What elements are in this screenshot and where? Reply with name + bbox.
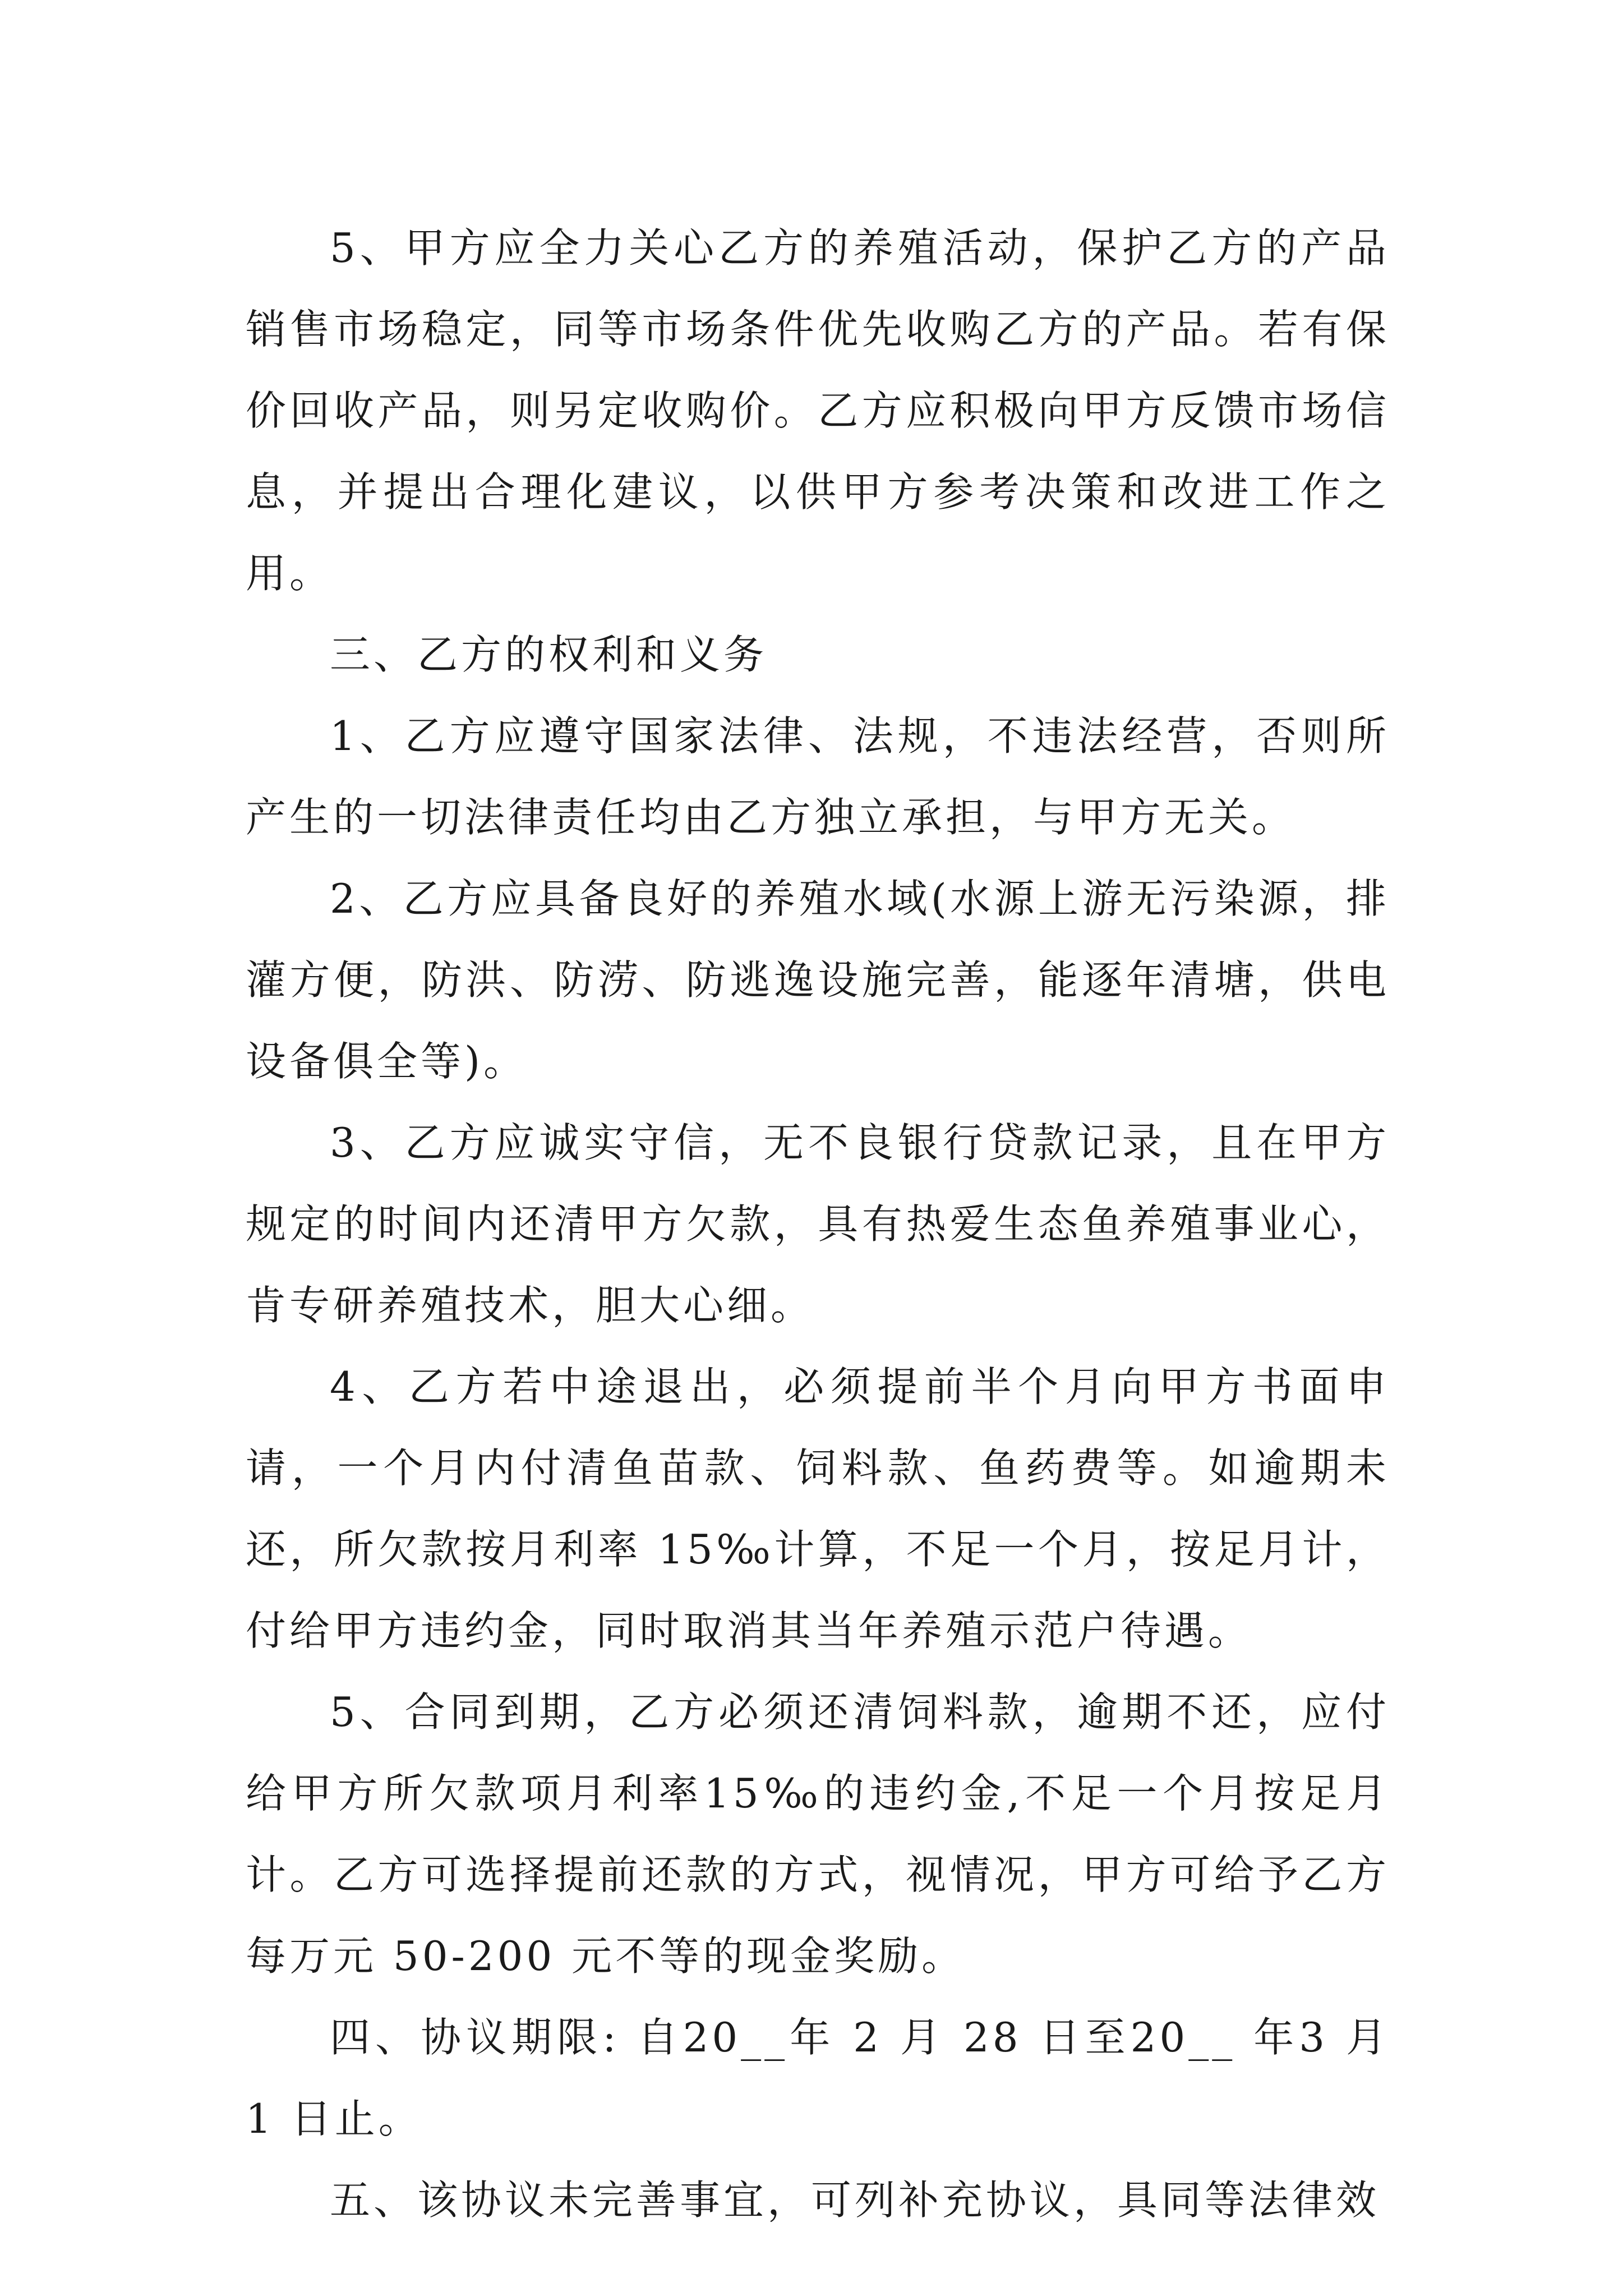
- paragraph-party-b-duty-2: 2、乙方应具备良好的养殖水域(水源上游无污染源，排灌方便，防洪、防涝、防逃逸设施完善，能逐年清塘，供电设备俱全等)。: [246, 875, 1390, 1085]
- paragraph-party-b-duty-5: 5、合同到期，乙方必须还清饲料款，逾期不还，应付给甲方所欠款项月利率15‰的违约金,不足一个月按足月计。乙方可选择提前还款的方式，视情况，甲方可给予乙方每万元 50-200 元不等的现金奖励。: [246, 1688, 1390, 1980]
- paragraph-party-b-duty-1: 1、乙方应遵守国家法律、法规，不违法经营，否则所产生的一切法律责任均由乙方独立承担，与甲方无关。: [246, 712, 1390, 841]
- paragraph-party-a-duty-5: 5、甲方应全力关心乙方的养殖活动，保护乙方的产品销售市场稳定，同等市场条件优先收购乙方的产品。若有保价回收产品，则另定收购价。乙方应积极向甲方反馈市场信息，并提出合理化建议，以供甲方参考决策和改进工作之用。: [246, 224, 1390, 597]
- section-heading-party-b-rights: 三、乙方的权利和义务: [330, 631, 768, 678]
- section-agreement-term: 四、协议期限: 自20__年 2 月 28 日至20__ 年3 月 1 日止。: [246, 2014, 1390, 2142]
- document-body: [246, 208, 1390, 2241]
- paragraph-party-b-duty-3: 3、乙方应诚实守信，无不良银行贷款记录，且在甲方规定的时间内还清甲方欠款，具有热爱生态鱼养殖事业心，肯专研养殖技术，胆大心细。: [246, 1119, 1390, 1329]
- paragraph-party-b-duty-4: 4、乙方若中途退出，必须提前半个月向甲方书面申请，一个月内付清鱼苗款、饲料款、鱼药费等。如逾期未还，所欠款按月利率 15‰计算，不足一个月，按足月计，付给甲方违约金，同时取消其当年养殖示范户待遇。: [246, 1363, 1390, 1654]
- section-supplementary-agreement: 五、该协议未完善事宜，可列补充协议，具同等法律效: [330, 2177, 1380, 2224]
